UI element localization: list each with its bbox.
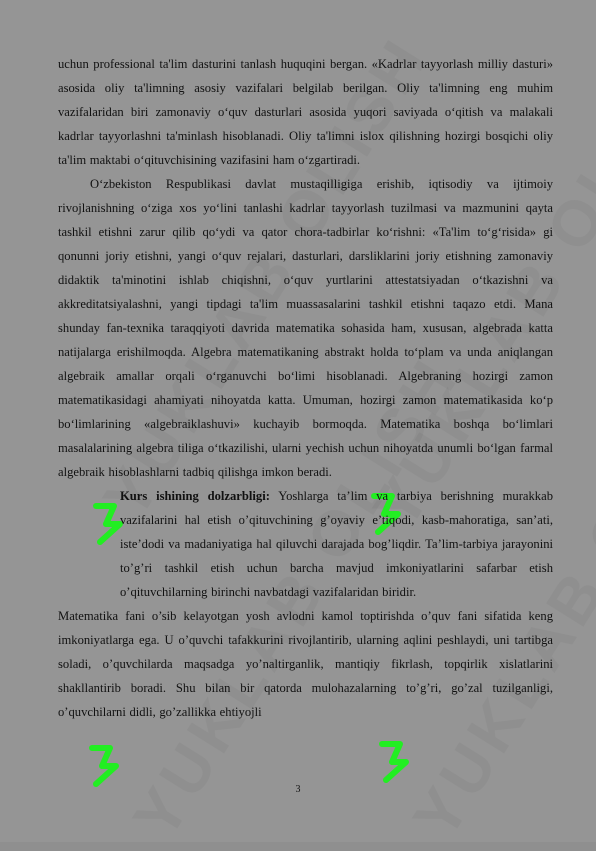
page-number: 3 — [295, 784, 301, 795]
watermark-logo-icon — [378, 738, 412, 784]
relevance-body: Yoshlarga ta’lim va tarbiya berishning murakkab vazifalarini hal etish o’qituvchining g’oyaviy e’tiqodi, kasb-mahoratiga, san’ati, iste’dodi va madaniyatiga hal qiluvchi darajada bog’liqdir. Ta’lim-tarbiya jarayonini to’g’ri tashkil etish uchun barcha mavjud imkoniyatlarini safarbar etish o’qituvchilarning birinchi navbatdagi vazifalaridan biridir. — [120, 489, 553, 599]
paragraph-relevance — [120, 484, 553, 604]
paragraph-main: O‘zbekiston Respublikasi davlat mustaqilligiga erishib, iqtisodiy va ijtimoiy rivojlanishning o‘ziga xos yo‘lini tanlashi kadrlar tayyorlash tuzilmasi va mazmunini qayta tashkil etishni zarur qilib qo‘ydi va qator chora-tadbirlar ko‘rishni: «Ta'lim to‘g‘risida» gi qonunni joriy etishni, yangi o‘quv rejalari, dasturlari, darsliklarini joriy etishning zamonaviy didaktik ta'minotini ishlab chiqishni, o‘quv yurtlarini attestatsiyadan o‘tkazishni va akkreditatsiyalashni, yangi tipdagi ta'lim muassasalarini tashkil etishni taqazo etdi. Mana shunday fan-texnika taraqqiyoti davrida matematika sohasida ham, xususan, algebrada katta natijalarga erishilmoqda. Algebra matematikaning abstrakt holda to‘plam va unda aniqlangan algebraik amallar orqali o‘rganuvchi bo‘limi hisoblanadi. Algebraning hozirgi zamon matematikasidagi ahamiyati nihoyatda katta. Umuman, hozirgi zamon matematikasida ko‘p bo‘limlarining «algebraiklashuvi» kuchayib bormoqda. Matematika boshqa bo‘limlari masalalarining algebra tiliga o‘tkazilishi, ularni yechish uchun nihoyatda unumli bo‘lgan farmal algebraik hisoblashlarni tadbiq qilishga imkon beradi. — [58, 177, 553, 479]
paragraph-mathematics: Matematika fani o’sib kelayotgan yosh avlodni kamol toptirishda o’quv fani sifatida keng imkoniyatlarga ega. U o’quvchi tafakkurini rivojlantirib, ularning aqlini peshlaydi, uni tartibga soladi, o’quvchilarda maqsadga yo’naltirganlik, mantiqiy fikrlash, topqirlik xislatlarini shakllantirib boradi. Shu bilan bir qatorda mulohazalarning to’g’ri, go’zal tuzilganligi, o’quvchilarni didli, go’zallikka ehtiyojli — [58, 609, 553, 719]
paragraph-intro: uchun professional ta'lim dasturini tanlash huquqini bergan. «Kadrlar tayyorlash milliy dasturi» asosida oliy ta'limning asosiy vazifalari belgilab berilgan. Oliy ta'limning eng muhim vazifalaridan biri zamonaviy o‘quv dasturlari asosida yuqori saviyada o‘qitish va malakali kadrlar tayyorlashni ta'minlash hisoblanadi. Oliy ta'limni islox qilishning hozirgi bosqichi oliy ta'lim maktabi o‘qituvchisining vazifasini ham o‘zgartiradi. — [58, 57, 553, 167]
watermark-logo-icon — [88, 742, 122, 788]
document-body — [58, 52, 553, 724]
relevance-heading: Kurs ishining dolzarbligi: — [120, 489, 270, 503]
